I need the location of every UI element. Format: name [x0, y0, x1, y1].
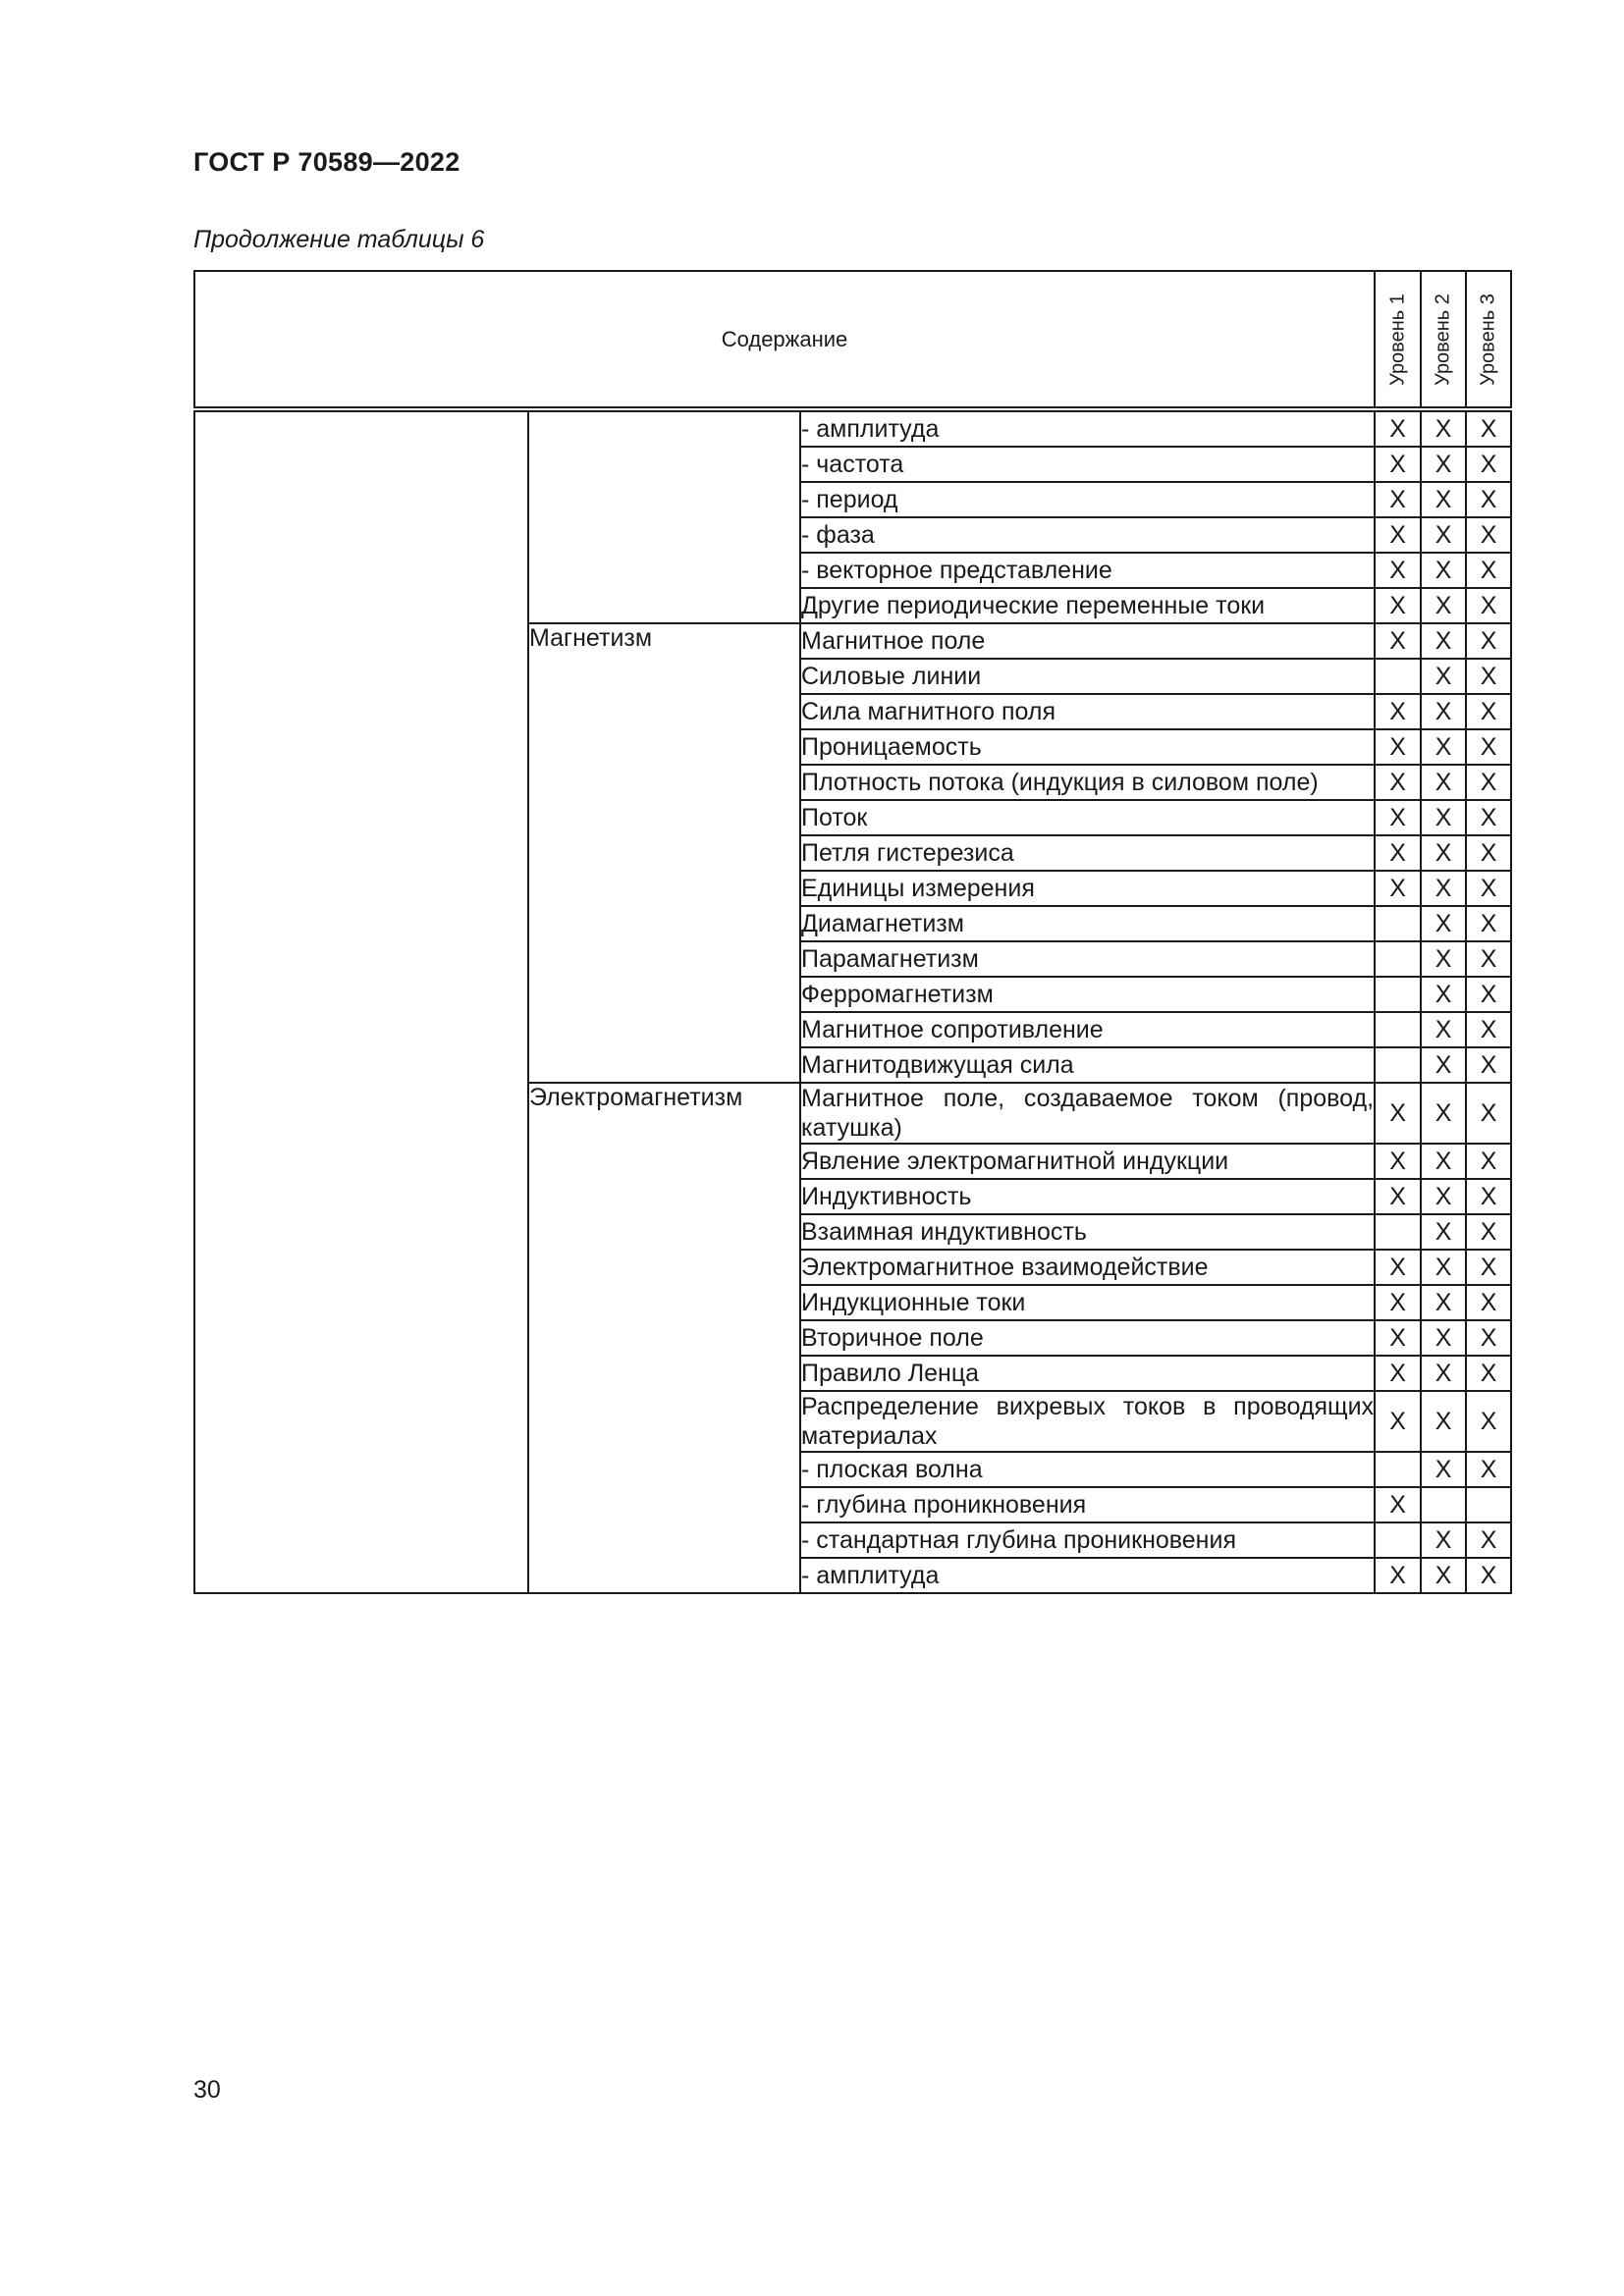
level-3-mark	[1466, 1487, 1511, 1522]
level-2-mark: X	[1421, 1012, 1466, 1047]
content-item: Индуктивность	[800, 1179, 1375, 1214]
level-1-mark: X	[1375, 482, 1421, 517]
level-1-mark	[1375, 659, 1421, 694]
content-item: Сила магнитного поля	[800, 694, 1375, 729]
level-2-mark: X	[1421, 1083, 1466, 1144]
content-item: Правило Ленца	[800, 1356, 1375, 1391]
level-3-header	[1466, 271, 1511, 409]
level-1-mark	[1375, 906, 1421, 941]
level-3-mark: X	[1466, 447, 1511, 482]
level-2-mark: X	[1421, 517, 1466, 553]
content-item: - векторное представление	[800, 553, 1375, 588]
content-item: - амплитуда	[800, 409, 1375, 447]
content-item: Магнитодвижущая сила	[800, 1047, 1375, 1083]
level-2-mark: X	[1421, 694, 1466, 729]
level-1-mark: X	[1375, 1558, 1421, 1593]
level-1-mark	[1375, 1452, 1421, 1487]
level-1-mark: X	[1375, 553, 1421, 588]
content-item: Явление электромагнитной индукции	[800, 1144, 1375, 1179]
level-2-mark: X	[1421, 1144, 1466, 1179]
level-1-mark	[1375, 1047, 1421, 1083]
level-3-mark: X	[1466, 1250, 1511, 1285]
content-item: - амплитуда	[800, 1558, 1375, 1593]
content-item: Магнитное поле	[800, 623, 1375, 659]
page-number: 30	[193, 2076, 221, 2104]
content-item: - частота	[800, 447, 1375, 482]
level-3-mark: X	[1466, 1356, 1511, 1391]
level-3-mark: X	[1466, 729, 1511, 765]
level-3-mark: X	[1466, 906, 1511, 941]
level-1-mark: X	[1375, 447, 1421, 482]
level-2-mark: X	[1421, 906, 1466, 941]
content-item: - период	[800, 482, 1375, 517]
level-1-mark	[1375, 1012, 1421, 1047]
level-3-mark: X	[1466, 1047, 1511, 1083]
level-2-mark: X	[1421, 1179, 1466, 1214]
level-2-header	[1421, 271, 1466, 409]
level-2-mark: X	[1421, 977, 1466, 1012]
table-caption: Продолжение таблицы 6	[193, 226, 485, 253]
level-2-mark: X	[1421, 729, 1466, 765]
content-item: Индукционные токи	[800, 1285, 1375, 1320]
level-2-mark: X	[1421, 1320, 1466, 1356]
level-3-mark: X	[1466, 1179, 1511, 1214]
level-2-mark: X	[1421, 1558, 1466, 1593]
level-3-mark: X	[1466, 1285, 1511, 1320]
level-3-mark: X	[1466, 800, 1511, 835]
content-item: - плоская волна	[800, 1452, 1375, 1487]
content-item: Проницаемость	[800, 729, 1375, 765]
level-1-mark	[1375, 977, 1421, 1012]
topic-group-label: Магнетизм	[528, 623, 800, 1083]
level-2-mark: X	[1421, 1356, 1466, 1391]
level-2-mark: X	[1421, 659, 1466, 694]
level-3-mark: X	[1466, 588, 1511, 623]
level-2-mark: X	[1421, 941, 1466, 977]
level-2-mark: X	[1421, 588, 1466, 623]
content-item: Взаимная индуктивность	[800, 1214, 1375, 1250]
content-item: Петля гистерезиса	[800, 835, 1375, 871]
level-3-mark: X	[1466, 1558, 1511, 1593]
level-1-mark: X	[1375, 1179, 1421, 1214]
document-code: ГОСТ Р 70589—2022	[193, 147, 460, 177]
level-3-mark: X	[1466, 623, 1511, 659]
table-body	[194, 409, 1511, 1593]
level-3-mark: X	[1466, 1144, 1511, 1179]
level-3-mark: X	[1466, 553, 1511, 588]
content-item: - фаза	[800, 517, 1375, 553]
level-2-mark: X	[1421, 447, 1466, 482]
content-item: Вторичное поле	[800, 1320, 1375, 1356]
level-2-mark: X	[1421, 1285, 1466, 1320]
level-2-header-label: Уровень 2	[1432, 293, 1454, 386]
level-1-mark: X	[1375, 1083, 1421, 1144]
level-3-mark: X	[1466, 694, 1511, 729]
content-item: Распределение вихревых токов в проводящих материалах	[801, 1393, 1375, 1450]
table-header-row	[194, 271, 1511, 409]
level-2-mark: X	[1421, 1047, 1466, 1083]
level-1-mark	[1375, 941, 1421, 977]
level-1-mark: X	[1375, 729, 1421, 765]
level-2-mark: X	[1421, 409, 1466, 447]
topic-group-label	[528, 409, 800, 623]
level-3-mark: X	[1466, 1522, 1511, 1558]
section-column-cell	[194, 409, 528, 1593]
content-item: Ферромагнетизм	[800, 977, 1375, 1012]
content-item: Магнитное поле, создаваемое током (провод, катушка)	[801, 1085, 1375, 1142]
level-3-mark: X	[1466, 941, 1511, 977]
content-item: Силовые линии	[800, 659, 1375, 694]
level-1-mark: X	[1375, 409, 1421, 447]
content-item: - глубина проникновения	[800, 1487, 1375, 1522]
level-3-header-label: Уровень 3	[1477, 293, 1499, 386]
level-3-mark: X	[1466, 1012, 1511, 1047]
level-3-mark: X	[1466, 659, 1511, 694]
content-item: Парамагнетизм	[800, 941, 1375, 977]
level-3-mark: X	[1466, 1214, 1511, 1250]
content-item: Поток	[800, 800, 1375, 835]
level-1-mark	[1375, 1214, 1421, 1250]
level-2-mark: X	[1421, 1522, 1466, 1558]
level-3-mark: X	[1466, 517, 1511, 553]
level-2-mark: X	[1421, 623, 1466, 659]
level-2-mark: X	[1421, 871, 1466, 906]
content-item: Диамагнетизм	[800, 906, 1375, 941]
level-3-mark: X	[1466, 1083, 1511, 1144]
level-1-mark: X	[1375, 1487, 1421, 1522]
level-1-mark	[1375, 1522, 1421, 1558]
content-item: - стандартная глубина проникновения	[800, 1522, 1375, 1558]
level-3-mark: X	[1466, 977, 1511, 1012]
level-2-mark: X	[1421, 1250, 1466, 1285]
level-3-mark: X	[1466, 1391, 1511, 1452]
content-item: Другие периодические переменные токи	[800, 588, 1375, 623]
level-1-mark: X	[1375, 1250, 1421, 1285]
content-column-header: Содержание	[194, 271, 1375, 409]
level-1-mark: X	[1375, 588, 1421, 623]
level-2-mark: X	[1421, 835, 1466, 871]
content-table	[193, 270, 1512, 1594]
level-1-mark: X	[1375, 694, 1421, 729]
level-1-mark: X	[1375, 800, 1421, 835]
level-2-mark: X	[1421, 765, 1466, 800]
level-3-mark: X	[1466, 482, 1511, 517]
level-1-mark: X	[1375, 1144, 1421, 1179]
level-1-mark: X	[1375, 517, 1421, 553]
level-1-header	[1375, 271, 1421, 409]
level-2-mark: X	[1421, 482, 1466, 517]
level-3-mark: X	[1466, 871, 1511, 906]
level-1-mark: X	[1375, 623, 1421, 659]
level-3-mark: X	[1466, 409, 1511, 447]
level-2-mark: X	[1421, 1452, 1466, 1487]
level-1-mark: X	[1375, 871, 1421, 906]
level-1-mark: X	[1375, 1320, 1421, 1356]
table-row	[194, 409, 1511, 447]
level-3-mark: X	[1466, 765, 1511, 800]
level-3-mark: X	[1466, 1320, 1511, 1356]
level-1-mark: X	[1375, 1285, 1421, 1320]
level-2-mark	[1421, 1487, 1466, 1522]
level-2-mark: X	[1421, 553, 1466, 588]
level-1-mark: X	[1375, 1391, 1421, 1452]
level-2-mark: X	[1421, 1391, 1466, 1452]
level-1-mark: X	[1375, 1356, 1421, 1391]
level-3-mark: X	[1466, 1452, 1511, 1487]
level-3-mark: X	[1466, 835, 1511, 871]
level-2-mark: X	[1421, 800, 1466, 835]
level-1-mark: X	[1375, 765, 1421, 800]
topic-group-label: Электромагнетизм	[528, 1083, 800, 1593]
content-item: Плотность потока (индукция в силовом поле)	[800, 765, 1375, 800]
level-1-mark: X	[1375, 835, 1421, 871]
level-2-mark: X	[1421, 1214, 1466, 1250]
content-item: Электромагнитное взаимодействие	[800, 1250, 1375, 1285]
content-item: Единицы измерения	[800, 871, 1375, 906]
content-item: Магнитное сопротивление	[800, 1012, 1375, 1047]
level-1-header-label: Уровень 1	[1386, 293, 1409, 386]
